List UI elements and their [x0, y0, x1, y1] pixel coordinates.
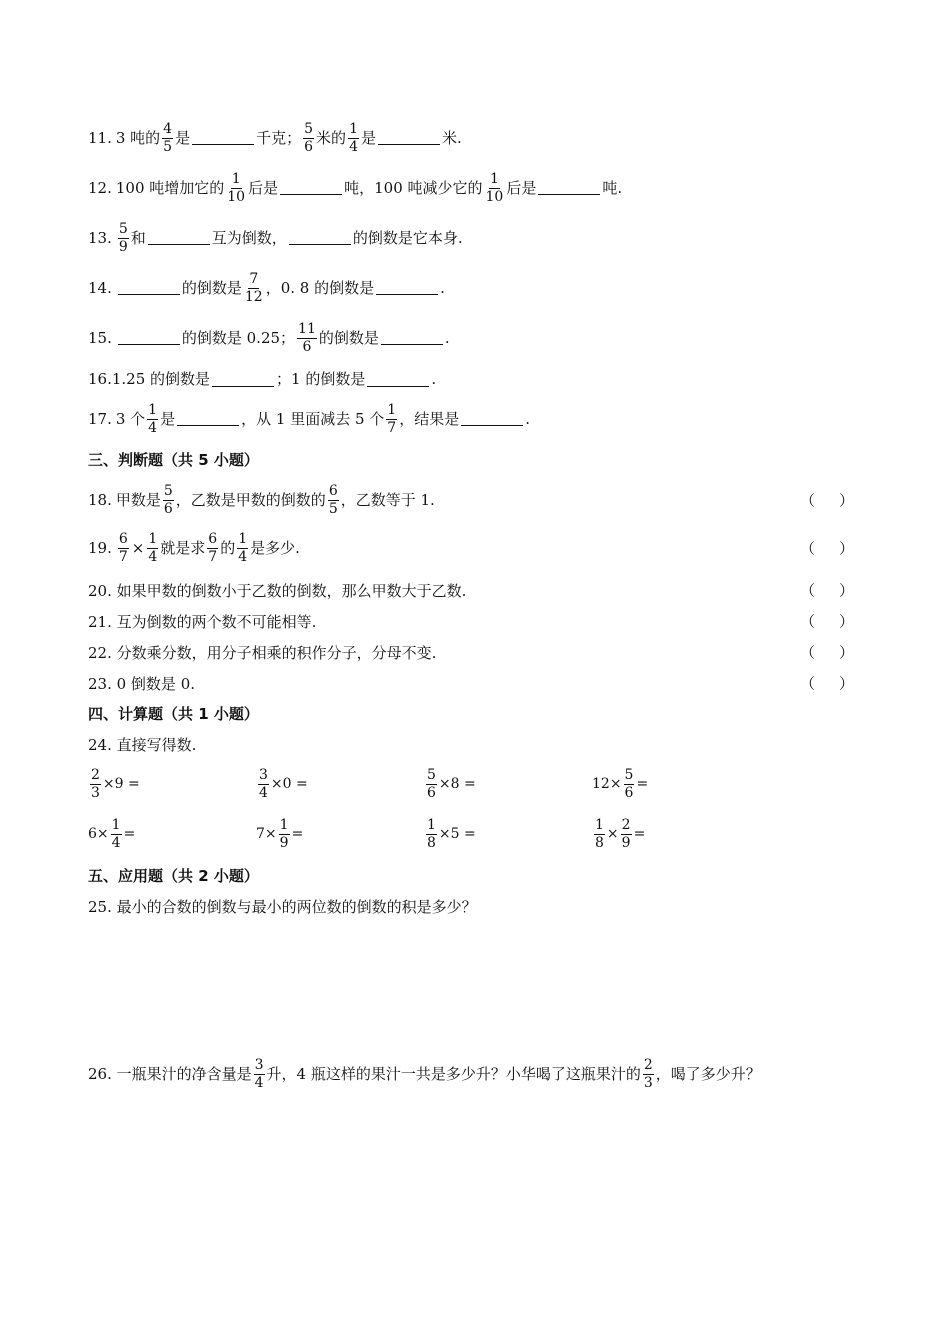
answer-parentheses[interactable]: （ ）: [800, 581, 854, 600]
fraction: $\frac{6}{5}$: [328, 483, 338, 517]
question-18: 18. 甲数是 $\frac{5}{6}$ ，乙数是甲数的倒数的 $\frac{6}{5}$ ，乙数等于 1.: [88, 483, 435, 517]
question-14: 14. 的倒数是 $\frac{7}{12}$ ，0. 8 的倒数是 .: [88, 271, 445, 305]
answer-blank[interactable]: [376, 293, 438, 295]
calc-item: $\frac{1}{8}$ ×5 =: [427, 817, 476, 851]
answer-blank[interactable]: [280, 193, 342, 195]
answer-blank[interactable]: [177, 424, 239, 426]
calc-row-2: [88, 818, 760, 850]
question-12: 12. 100 吨增加它的 $\frac{1}{10}$ 后是 吨，100 吨减少它的 $\frac{1}{10}$ 后是 吨.: [88, 171, 623, 205]
question-24: 24. 直接写得数.: [88, 736, 197, 754]
answer-parentheses[interactable]: （ ）: [800, 539, 854, 558]
fraction: $\frac{1}{4}$: [148, 402, 158, 436]
answer-blank[interactable]: [381, 343, 443, 345]
fraction: $\frac{2}{3}$: [643, 1057, 653, 1091]
answer-parentheses[interactable]: （ ）: [800, 612, 854, 631]
fraction: $\frac{5}{6}$: [163, 483, 173, 517]
answer-blank[interactable]: [148, 243, 210, 245]
fraction: $\frac{1}{7}$: [387, 402, 397, 436]
fraction: $\frac{1}{10}$: [485, 171, 504, 205]
question-22: 22. 分数乘分数，用分子相乘的积作分子，分母不变.: [88, 643, 437, 662]
calc-item: 7× $\frac{1}{9}$ =: [256, 817, 304, 851]
answer-blank[interactable]: [461, 424, 523, 426]
question-19: 19. $\frac{6}{7}$ × $\frac{1}{4}$ 就是求 $\frac{6}{7}$ 的 $\frac{1}{4}$ 是多少.: [88, 531, 300, 565]
question-15: 15. 的倒数是 0.25； $\frac{11}{6}$ 的倒数是 .: [88, 321, 450, 355]
question-25: 25. 最小的合数的倒数与最小的两位数的倒数的积是多少？: [88, 898, 477, 916]
answer-parentheses[interactable]: （ ）: [800, 674, 854, 693]
calc-item: $\frac{2}{3}$ ×9 =: [91, 767, 140, 801]
fraction: $\frac{1}{4}$: [238, 531, 248, 565]
fraction: $\frac{1}{10}$: [227, 171, 246, 205]
fraction: $\frac{11}{6}$: [298, 321, 316, 355]
fraction: $\frac{7}{12}$: [244, 271, 263, 305]
question-20: 20. 如果甲数的倒数小于乙数的倒数，那么甲数大于乙数.: [88, 581, 467, 600]
question-13: 13. $\frac{5}{9}$ 和 互为倒数， 的倒数是它本身.: [88, 221, 463, 255]
calc-item: $\frac{5}{6}$ ×8 =: [427, 767, 476, 801]
fraction: $\frac{6}{7}$: [208, 531, 218, 565]
answer-blank[interactable]: [212, 385, 274, 387]
fraction: $\frac{5}{9}$: [118, 221, 128, 255]
fraction: $\frac{5}{6}$: [304, 121, 314, 155]
answer-blank[interactable]: [192, 143, 254, 145]
question-23: 23. 0 倒数是 0.: [88, 674, 196, 693]
question-26: 26. 一瓶果汁的净含量是 $\frac{3}{4}$ 升，4 瓶这样的果汁一共是多少升？小华喝了这瓶果汁的 $\frac{2}{3}$ ，喝了多少升？: [88, 1057, 761, 1091]
fraction: $\frac{1}{4}$: [148, 531, 158, 565]
answer-parentheses[interactable]: （ ）: [800, 643, 854, 662]
calc-item: $\frac{3}{4}$ ×0 =: [259, 767, 308, 801]
section-heading-calculation: 四、计算题（共 1 小题）: [88, 705, 259, 723]
fraction: $\frac{6}{7}$: [118, 531, 128, 565]
calc-row-1: [88, 768, 760, 800]
answer-blank[interactable]: [289, 243, 351, 245]
question-21: 21. 互为倒数的两个数不可能相等.: [88, 612, 317, 631]
question-11: 11. 3 吨的 $\frac{4}{5}$ 是 千克； $\frac{5}{6}$ 米的 $\frac{1}{4}$ 是 米.: [88, 121, 462, 155]
answer-blank[interactable]: [118, 343, 180, 345]
calc-item: $\frac{1}{8}$ × $\frac{2}{9}$ =: [595, 817, 646, 851]
section-heading-judgement: 三、判断题（共 5 小题）: [88, 451, 259, 469]
question-16: 16. 1.25 的倒数是 ；1 的倒数是 .: [88, 370, 437, 388]
answer-blank[interactable]: [367, 385, 429, 387]
question-17: 17. 3 个 $\frac{1}{4}$ 是 ，从 1 里面减去 5 个 $\frac{1}{7}$ ，结果是 .: [88, 402, 530, 436]
fraction: $\frac{4}{5}$: [163, 121, 173, 155]
answer-blank[interactable]: [538, 193, 600, 195]
calc-item: 6× $\frac{1}{4}$ =: [88, 817, 136, 851]
fraction: $\frac{1}{4}$: [349, 121, 358, 155]
fraction: $\frac{3}{4}$: [254, 1057, 264, 1091]
section-heading-application: 五、应用题（共 2 小题）: [88, 867, 259, 885]
answer-blank[interactable]: [378, 143, 440, 145]
answer-parentheses[interactable]: （ ）: [800, 491, 854, 510]
answer-blank[interactable]: [118, 293, 180, 295]
calc-item: 12× $\frac{5}{6}$ =: [592, 767, 649, 801]
